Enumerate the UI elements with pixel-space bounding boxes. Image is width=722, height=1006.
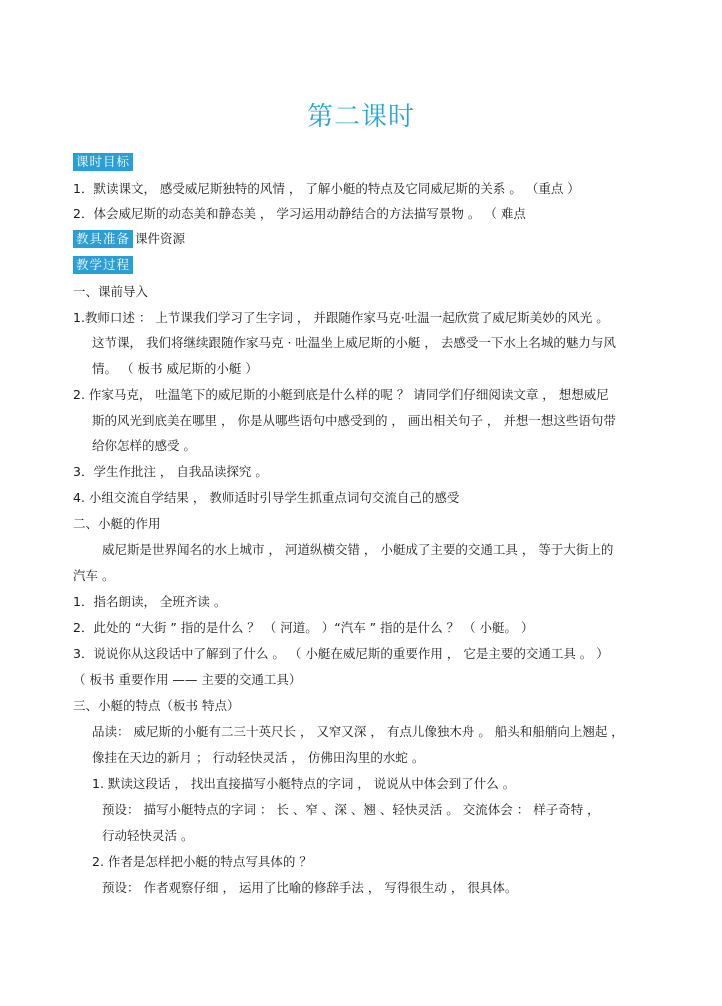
paragraph-line: 1.教师口述 ： 上节课我们学习了生字词 ， 并跟随作家马克·吐温一起欣赏了威尼斯美妙的风光 。 bbox=[73, 310, 609, 325]
paragraph-line: 2. 作者是怎样把小艇的特点写具体的 ？ bbox=[92, 854, 312, 869]
prep-text: 课件资源 bbox=[135, 231, 186, 246]
paragraph-line: 像挂在天边的新月 ； 行动轻快灵活 ， 仿佛田沟里的水蛇 。 bbox=[92, 750, 425, 765]
paragraph-line: 4. 小组交流自学结果 ， 教师适时引导学生抓重点词句交流自己的感受 bbox=[73, 490, 460, 505]
prep-badge: 教具准备 bbox=[73, 230, 133, 248]
paragraph-line: 汽车 。 bbox=[73, 568, 115, 583]
paragraph-line: 品读： 威尼斯的小艇有二三十英尺长 ， 又窄又深 ， 有点儿像独木舟 。 船头和船艄向上翘起 ， bbox=[92, 724, 624, 739]
section-heading-1: 一、课前导入 bbox=[73, 284, 149, 299]
paragraph-line: 2. 作家马克， 吐温笔下的威尼斯的小艇到底是什么样的呢 ？ 请同学们仔细阅读文章 ， 想想威尼 bbox=[73, 387, 609, 402]
goals-badge: 课时目标 bbox=[73, 153, 133, 171]
goal-item-1: 1．默读课文， 感受威尼斯独特的风情 ， 了解小艇的特点及它同威尼斯的关系 。 （重点 ） bbox=[73, 181, 580, 196]
section-heading-3: 三、小艇的特点（板书 特点） bbox=[73, 698, 240, 713]
paragraph-line: 行动轻快灵活 。 bbox=[102, 828, 194, 843]
paragraph-line: 1. 默读这段话 ， 找出直接描写小艇特点的字词 ， 说说从中体会到了什么 。 bbox=[92, 776, 516, 791]
process-badge: 教学过程 bbox=[73, 256, 133, 274]
goal-item-2: 2．体会威尼斯的动态美和静态美 ， 学习运用动静结合的方法描写景物 。 （ 难点 bbox=[73, 206, 526, 221]
paragraph-line: 预设： 描写小艇特点的字词 ： 长 、窄 、深 、翘 、轻快灵活 。 交流体会 ： 样子奇特 ， bbox=[102, 802, 600, 817]
page-title: 第二课时 bbox=[306, 102, 415, 132]
section-heading-2: 二、小艇的作用 bbox=[73, 516, 161, 531]
paragraph-line: （ 板书 重要作用 —— 主要的交通工具） bbox=[73, 672, 302, 687]
prep-heading bbox=[73, 230, 185, 248]
paragraph-line: 预设： 作者观察仔细 ， 运用了比喻的修辞手法 ， 写得很生动 ， 很具体。 bbox=[102, 880, 518, 895]
paragraph-line: 情。 （ 板书 威尼斯的小艇 ） bbox=[92, 361, 258, 376]
paragraph-line: 给你怎样的感受 。 bbox=[92, 438, 196, 453]
goals-heading bbox=[73, 153, 133, 171]
paragraph-line: 威尼斯是世界闻名的水上城市 ， 河道纵横交错 ， 小艇成了主要的交通工具 ， 等于大街上的 bbox=[102, 542, 614, 557]
paragraph-line: 这节课， 我们将继续跟随作家马克 · 吐温坐上威尼斯的小艇 ， 去感受一下水上名城的魅力与风 bbox=[92, 335, 616, 350]
paragraph-line: 1．指名朗读， 全班齐读 。 bbox=[73, 594, 227, 609]
process-heading bbox=[73, 256, 133, 274]
paragraph-line: 3．学生作批注 ， 自我品读探究 。 bbox=[73, 464, 268, 479]
paragraph-line: 3．说说你从这段话中了解到了什么 。 （ 小艇在威尼斯的重要作用 ， 它是主要的交通工具 。 ） bbox=[73, 646, 609, 661]
paragraph-line: 斯的风光到底美在哪里 ， 你是从哪些语句中感受到的 ， 画出相关句子 ， 并想一想这些语句带 bbox=[92, 413, 616, 428]
paragraph-line: 2．此处的 “大街 ” 指的是什么 ？ （ 河道。 ）“汽车 ” 指的是什么 ？ （ 小艇。 ） bbox=[73, 620, 534, 635]
